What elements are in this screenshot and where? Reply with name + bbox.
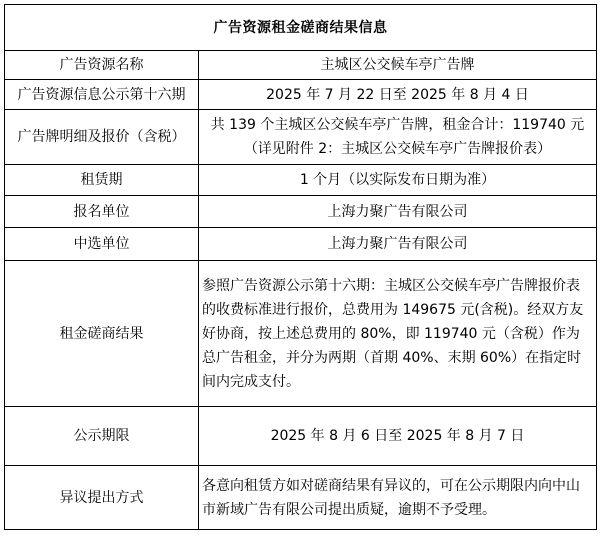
label-billboard-details: 广告牌明细及报价（含税） xyxy=(5,110,199,165)
value-negotiation-result: 参照广告资源公示第十六期：主城区公交候车亭广告牌报价表的收费标准进行报价，总费用为 149675 元(含税)。经双方友好协商，按上述总费用的 80%，即 119740 元（含税）作为总广告租金，并分为两期（首期 40%、末期 60%）在指定时间内完成支付。 xyxy=(199,261,597,407)
table-row-negotiation-result xyxy=(5,261,597,407)
title-row xyxy=(5,5,597,51)
table-row-lease-term xyxy=(5,165,597,196)
table-row-selected-unit xyxy=(5,228,597,261)
table-row-resource-name xyxy=(5,51,597,80)
value-lease-term: 1 个月（以实际发布日期为准） xyxy=(199,165,597,196)
value-notice-period: 2025 年 8 月 6 日至 2025 年 8 月 7 日 xyxy=(199,407,597,466)
value-resource-name: 主城区公交候车亭广告牌 xyxy=(199,51,597,80)
value-objection-method: 各意向租赁方如对磋商结果有异议的，可在公示期限内向中山市新域广告有限公司提出质疑，逾期不予受理。 xyxy=(199,466,597,530)
label-lease-term: 租赁期 xyxy=(5,165,199,196)
label-objection-method: 异议提出方式 xyxy=(5,466,199,530)
label-resource-name: 广告资源名称 xyxy=(5,51,199,80)
label-publication-period: 广告资源信息公示第十六期 xyxy=(5,80,199,110)
value-publication-period: 2025 年 7 月 22 日至 2025 年 8 月 4 日 xyxy=(199,80,597,110)
table-row-applicant xyxy=(5,196,597,228)
info-table xyxy=(4,4,597,530)
label-notice-period: 公示期限 xyxy=(5,407,199,466)
label-applicant: 报名单位 xyxy=(5,196,199,228)
table-row-notice-period xyxy=(5,407,597,466)
label-negotiation-result: 租金磋商结果 xyxy=(5,261,199,407)
value-billboard-details: 共 139 个主城区公交候车亭广告牌，租金合计：119740 元（详见附件 2：主城区公交候车亭广告牌报价表） xyxy=(199,110,597,165)
table-row-billboard-details xyxy=(5,110,597,165)
label-selected-unit: 中选单位 xyxy=(5,228,199,261)
table-row-objection-method xyxy=(5,466,597,530)
table-row-publication-period xyxy=(5,80,597,110)
table-title: 广告资源租金磋商结果信息 xyxy=(5,5,597,51)
value-applicant: 上海力聚广告有限公司 xyxy=(199,196,597,228)
value-selected-unit: 上海力聚广告有限公司 xyxy=(199,228,597,261)
